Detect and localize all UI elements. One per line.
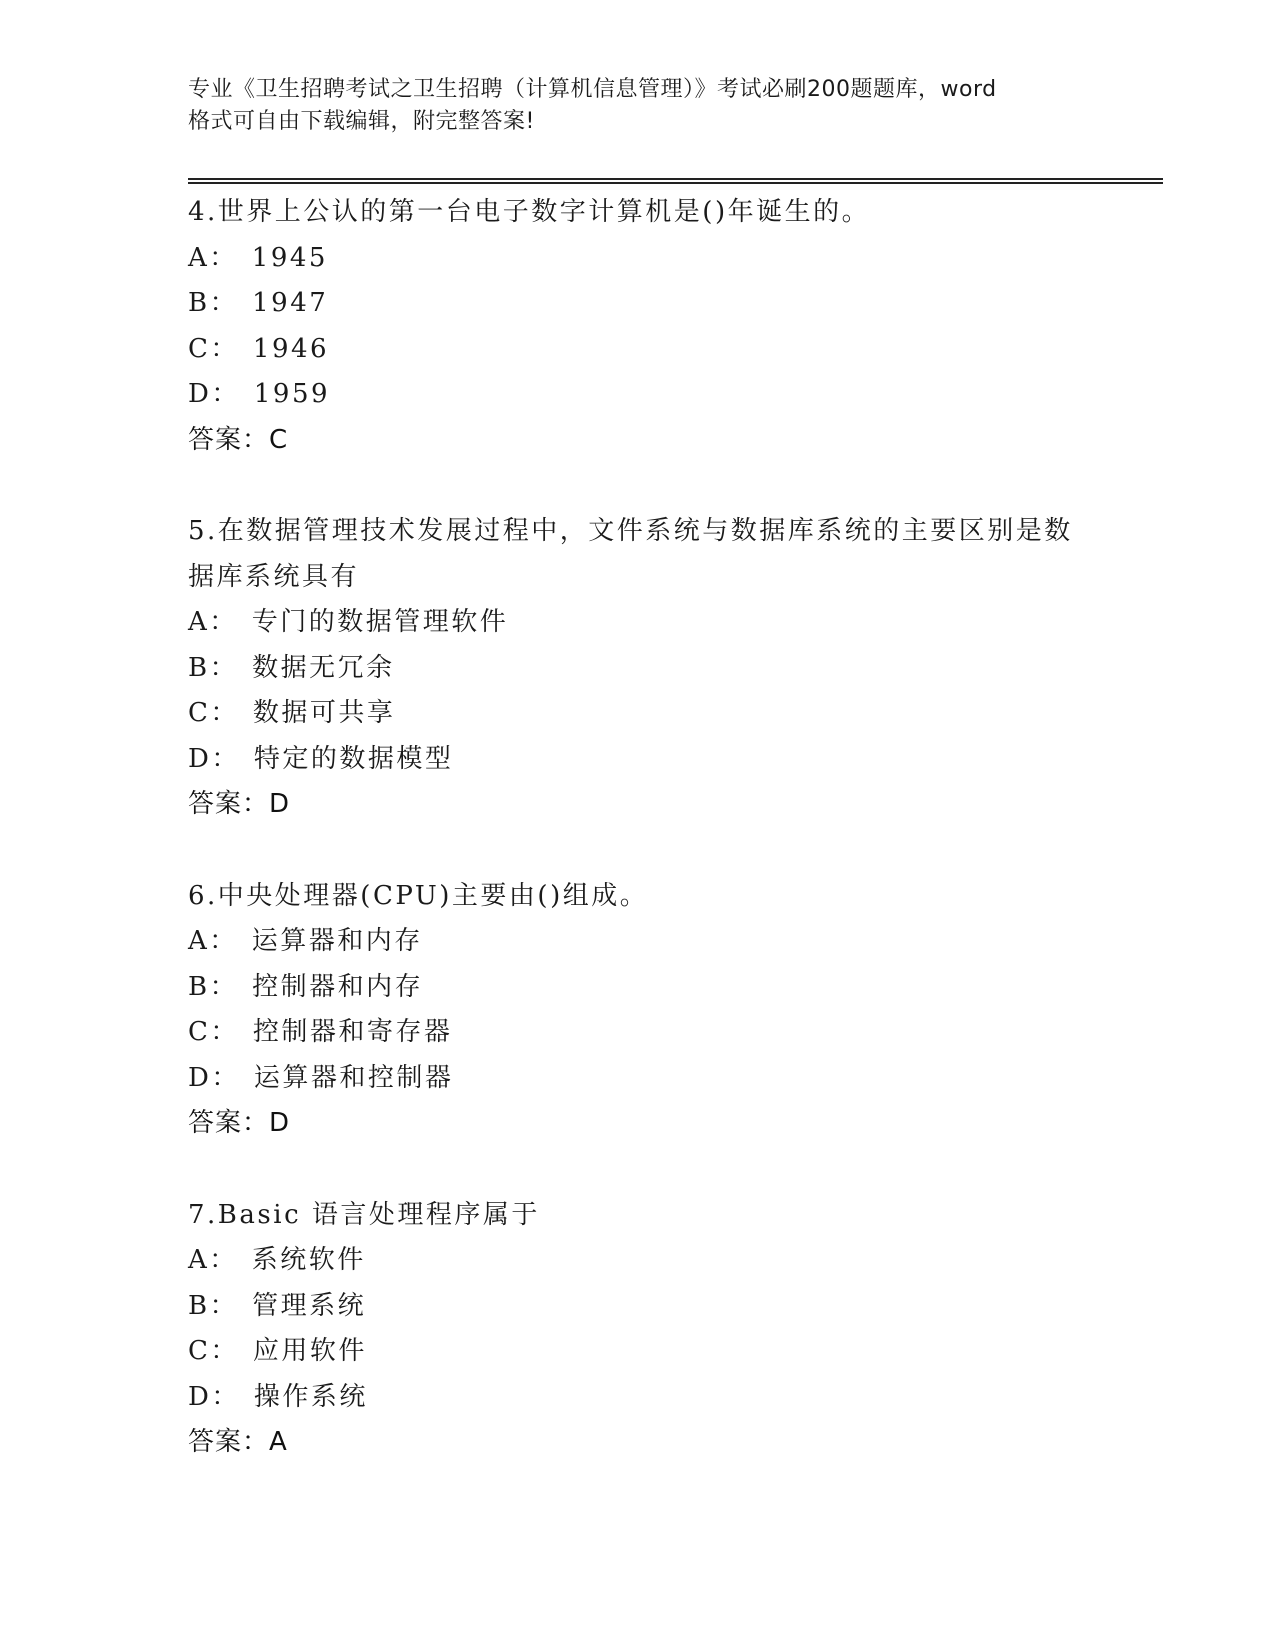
option-d — [188, 1056, 1088, 1102]
option-key: C — [188, 1017, 211, 1047]
answer-text: 答案：A — [188, 1427, 288, 1457]
option-b — [188, 1284, 1088, 1330]
option-text: 1959 — [253, 379, 331, 409]
answer-text: 答案：D — [188, 789, 291, 819]
option-b — [188, 965, 1088, 1011]
option-b — [188, 281, 1088, 327]
option-separator: ： — [209, 652, 239, 683]
question-stem: 5.在数据管理技术发展过程中，文件系统与数据库系统的主要区别是数据库系统具有 — [188, 516, 1073, 592]
option-key: B — [188, 652, 210, 683]
option-key: A — [188, 1245, 210, 1275]
option-separator: ： — [209, 926, 238, 956]
option-key: A — [188, 242, 210, 273]
option-separator: ： — [210, 1017, 239, 1047]
option-c — [188, 691, 1088, 737]
option-text: 数据无冗余 — [252, 652, 395, 683]
question-stem: 7.Basic 语言处理程序属于 — [188, 1199, 540, 1230]
option-text: 操作系统 — [253, 1381, 368, 1412]
question-5 — [188, 509, 1088, 828]
option-d — [188, 1375, 1088, 1421]
option-d — [188, 372, 1088, 418]
question-list — [188, 190, 1088, 1512]
header-divider — [188, 178, 1163, 184]
option-separator: ： — [210, 698, 239, 728]
option-text: 应用软件 — [252, 1336, 367, 1366]
question-6 — [188, 874, 1088, 1147]
option-separator: ： — [210, 333, 239, 364]
option-separator: ： — [211, 1381, 240, 1412]
option-text: 特定的数据模型 — [253, 743, 454, 774]
option-key: C — [188, 698, 211, 728]
header-title-line-1: 专业《卫生招聘考试之卫生招聘（计算机信息管理）》考试必刷200题题库，word — [188, 77, 997, 102]
option-text: 控制器和寄存器 — [252, 1017, 453, 1047]
question-7 — [188, 1193, 1088, 1466]
header-title-line-2: 格式可自由下载编辑，附完整答案! — [188, 109, 535, 134]
option-key: A — [188, 926, 210, 956]
option-c — [188, 1010, 1088, 1056]
option-text: 1945 — [251, 242, 328, 273]
question-stem: 6.中央处理器(CPU)主要由()组成。 — [188, 880, 649, 911]
option-b — [188, 646, 1088, 692]
option-key: D — [188, 379, 212, 409]
option-text: 1946 — [252, 333, 330, 364]
option-separator: ： — [209, 242, 238, 273]
option-key: B — [188, 288, 210, 318]
option-separator: ： — [211, 379, 240, 409]
option-separator: ： — [209, 288, 239, 318]
option-a — [188, 1238, 1088, 1284]
option-text: 系统软件 — [251, 1245, 366, 1275]
answer-text: 答案：D — [188, 1108, 291, 1138]
option-text: 运算器和控制器 — [253, 1062, 454, 1093]
option-separator: ： — [209, 1245, 238, 1275]
option-separator: ： — [211, 743, 240, 774]
document-header — [188, 74, 1088, 138]
option-c — [188, 1329, 1088, 1375]
option-d — [188, 737, 1088, 783]
option-text: 控制器和内存 — [252, 971, 424, 1002]
option-a — [188, 919, 1088, 965]
question-4 — [188, 190, 1088, 463]
option-text: 专门的数据管理软件 — [251, 607, 509, 637]
option-separator: ： — [211, 1062, 240, 1093]
option-separator: ： — [209, 971, 239, 1002]
option-c — [188, 327, 1088, 373]
option-separator: ： — [209, 607, 238, 637]
option-text: 1947 — [252, 288, 329, 318]
option-a — [188, 600, 1088, 646]
option-text: 运算器和内存 — [251, 926, 423, 956]
option-text: 数据可共享 — [252, 698, 396, 728]
option-separator: ： — [209, 1290, 239, 1321]
option-key: D — [188, 1062, 212, 1093]
option-key: B — [188, 1290, 210, 1321]
option-text: 管理系统 — [252, 1290, 367, 1321]
option-key: D — [188, 1381, 212, 1412]
option-key: A — [188, 607, 210, 637]
question-stem: 4.世界上公认的第一台电子数字计算机是()年诞生的。 — [188, 197, 871, 227]
option-key: C — [188, 1336, 211, 1366]
option-a — [188, 236, 1088, 282]
option-key: D — [188, 743, 212, 774]
option-key: B — [188, 971, 210, 1002]
answer-text: 答案：C — [188, 424, 289, 455]
option-key: C — [188, 333, 211, 364]
option-separator: ： — [210, 1336, 239, 1366]
